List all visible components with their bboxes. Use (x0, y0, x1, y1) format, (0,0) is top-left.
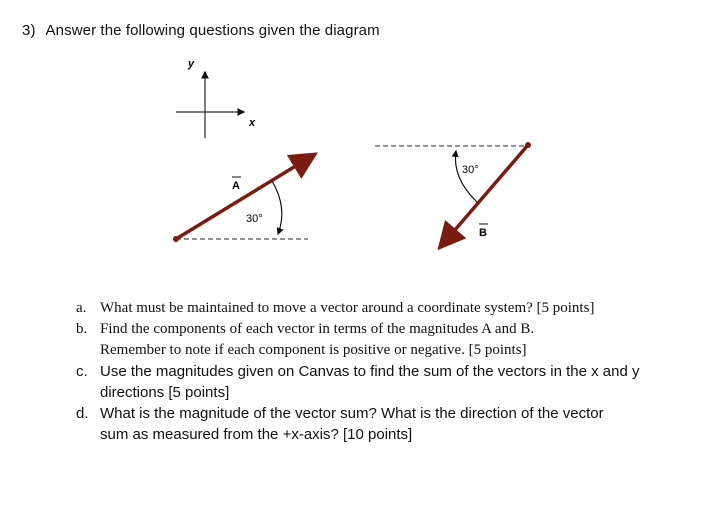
question-item-a (76, 298, 701, 319)
question-text-line: Use the magnitudes given on Canvas to find the sum of the vectors in the x and y (100, 363, 640, 380)
vector-a-tail (173, 236, 179, 242)
question-item-b (76, 319, 701, 361)
question-text-line: sum as measured from the +x-axis? [10 points] (100, 426, 413, 443)
question-text-line: Find the components of each vector in terms of the magnitudes A and B. (100, 321, 535, 337)
coordinate-axes (176, 58, 256, 138)
question-list (76, 298, 701, 445)
question-text-line: directions [5 points] (100, 384, 230, 401)
vector-a-label: A (232, 180, 240, 192)
vector-a-angle-arc (272, 181, 282, 234)
question-prompt: Answer the following questions given the diagram (45, 22, 380, 39)
vector-b-label: B (479, 227, 487, 239)
question-text-line: Remember to note if each component is positive or negative. [5 points] (100, 342, 527, 358)
vector-b-angle-arc (455, 151, 477, 202)
question-letter: c. (76, 363, 88, 380)
vector-a-group (173, 156, 312, 242)
vector-a-arrow (176, 156, 312, 239)
vector-b-angle-label: 30° (462, 164, 479, 176)
y-axis-label: y (188, 58, 195, 70)
question-number: 3) (22, 22, 36, 39)
question-text-line: What is the magnitude of the vector sum? What is the direction of the vector (100, 405, 604, 422)
question-item-d (76, 403, 701, 445)
question-text-line: What must be maintained to move a vector around a coordinate system? [5 points] (100, 300, 595, 316)
question-item-c (76, 361, 701, 403)
question-letter: d. (76, 405, 89, 422)
vector-a-angle-label: 30° (246, 213, 263, 225)
vector-b-tail (525, 142, 531, 148)
x-axis-label: x (249, 117, 256, 129)
question-letter: a. (76, 300, 87, 316)
vector-b-group (375, 142, 531, 245)
question-letter: b. (76, 321, 88, 337)
